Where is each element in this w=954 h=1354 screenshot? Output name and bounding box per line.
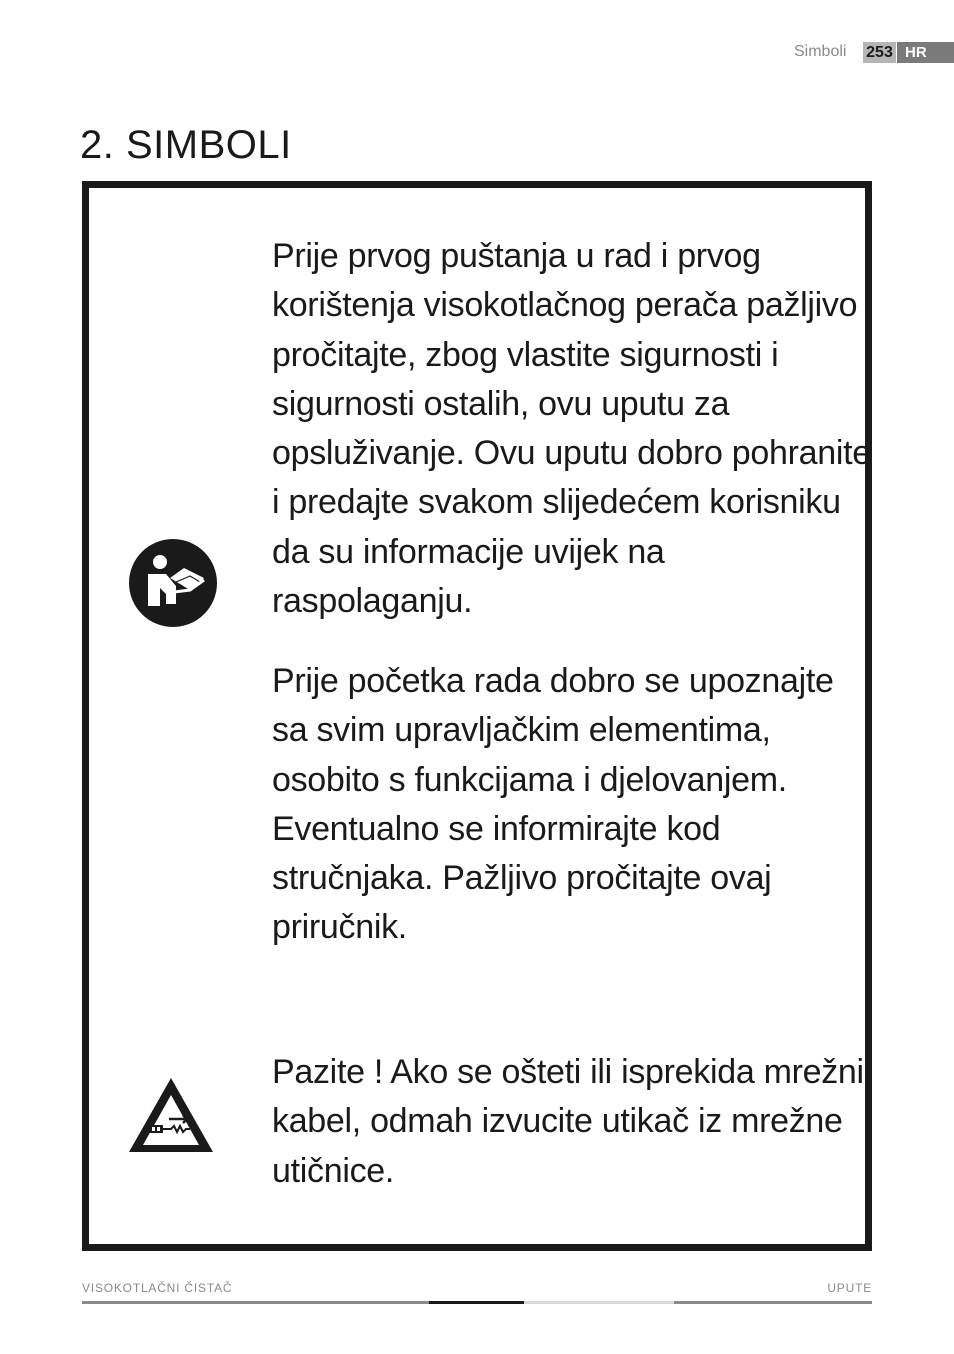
footer-rule-segment [429, 1301, 524, 1304]
page-title: 2. SIMBOLI [80, 123, 292, 167]
footer-rule-segment [82, 1301, 429, 1304]
footer-product-name: VISOKOTLAČNI ČISTAČ [82, 1281, 233, 1295]
symbol-1-paragraph-1: Prije prvog puštanja u rad i prvog korištenja visokotlačnog perača pažljivo pročitajte, zbog vlastite sigurnosti i sigurnosti ostalih, ovu uputu za opsluživanje. Ovu uputu dobro pohranite i predajte svakom slijedećem korisniku da su informacije uvijek na raspolaganju. [272, 237, 871, 621]
footer-rule-segment [674, 1301, 872, 1304]
damaged-cable-warning-icon [127, 1075, 215, 1155]
symbol-2-paragraph-1: Pazite ! Ako se ošteti ili isprekida mrežni kabel, odmah izvucite utikač iz mrežne utičnice. [272, 1053, 864, 1190]
footer-rule-segment [524, 1301, 674, 1304]
footer-doc-type: UPUTE [827, 1281, 872, 1295]
read-manual-icon [128, 538, 218, 628]
symbols-box [82, 181, 872, 1251]
symbol-1-paragraph-2: Prije početka rada dobro se upoznajte sa svim upravljačkim elementima, osobito s funkcijama i djelovanjem. Eventualno se informirajte kod stručnjaka. Pažljivo pročitajte ovaj priručnik. [272, 662, 834, 947]
header-section-name: Simboli [794, 43, 847, 60]
language-tag: HR [897, 42, 954, 63]
page-number: 253 [863, 42, 896, 63]
